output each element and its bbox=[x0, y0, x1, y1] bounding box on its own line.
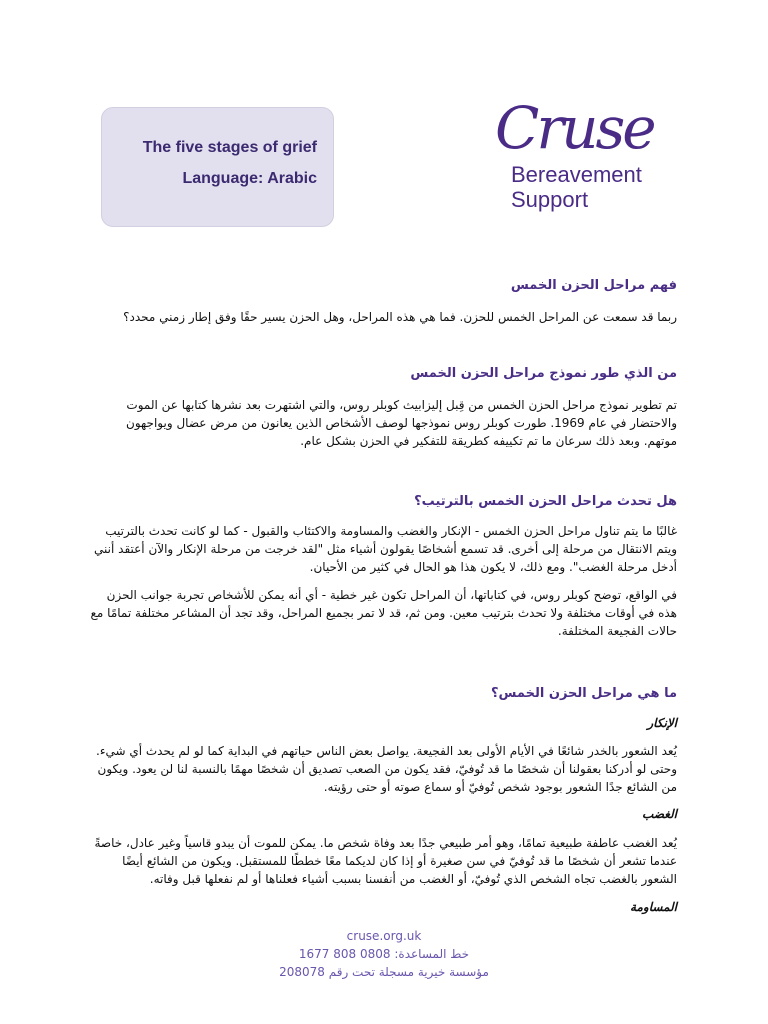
footer-charity-number: مؤسسة خيرية مسجلة تحت رقم 208078 bbox=[279, 965, 489, 979]
paragraph-order-1: غالبًا ما يتم تناول مراحل الحزن الخمس - الإنكار والغضب والمساومة والاكتئاب والقبول - كما لو كانت تحدث بالترتيب ويتم الانتقال من مرحلة إلى أخرى. قد تسمع أشخاصًا يقولون أشياء مثل "لقد خرجت من مرحلة الإنكار والآن أعتقد أنني أدخل مرحلة الغضب". ومع ذلك، لا يكون هذا هو الحال في كثير من الأحيان. bbox=[94, 524, 677, 574]
heading-understanding: فهم مراحل الحزن الخمس bbox=[510, 278, 677, 293]
footer-helpline: خط المساعدة: 0808 808 1677 bbox=[298, 947, 470, 961]
heading-origin: من الذي طور نموذج مراحل الحزن الخمس bbox=[410, 366, 677, 381]
logo-line-1: Bereavement bbox=[511, 162, 642, 187]
paragraph-anger: يُعد الغضب عاطفة طبيعية تمامًا، وهو أمر طبيعي جدًا بعد وفاة شخص ما. يمكن للموت أن يبدو قاسياً وغير عادل، خاصةً عندما تشعر أن شخصًا ما قد تُوفيّ في سن صغيرة أو إذا كان لديكما معًا خططًا للمستقبل. ويكون من الشائع أيضًا الشعور بالغضب تجاه الشخص الذي تُوفيّ، أو الغضب من أنفسنا بسبب أشياء فعلناها أو لم نفعلها قبل وفاته. bbox=[94, 836, 677, 886]
cruse-logo bbox=[495, 94, 725, 217]
logo-wordmark: Cruse bbox=[495, 94, 654, 162]
paragraph-origin: تم تطوير نموذج مراحل الحزن الخمس من قِبل إليزابيث كوبلر روس، والتي اشتهرت بعد نشرها كتابها عن الموت والاحتضار في عام 1969. طورت كوبلر روس نموذجها لوصف الأشخاص الذين يعانون من مرض عضال ويواجهون موتهم. وبعد ذلك سرعان ما تم تكييفه كطريقة للتفكير في الحزن بشكل عام. bbox=[126, 398, 677, 448]
subheading-bargaining: المساومة bbox=[630, 900, 677, 914]
footer-website[interactable]: cruse.org.uk bbox=[346, 929, 422, 943]
paragraph-understanding: ربما قد سمعت عن المراحل الخمس للحزن. فما هي هذه المراحل، وهل الحزن يسير حقًا وفق إطار زمني محدد؟ bbox=[123, 310, 677, 324]
document-language: Language: Arabic bbox=[182, 170, 317, 187]
document-title: The five stages of grief bbox=[142, 139, 317, 156]
logo-line-2: Support bbox=[511, 187, 589, 212]
paragraph-order-2: في الواقع، توضح كوبلر روس، في كتاباتها، أن المراحل تكون غير خطية - أي أنه يمكن للأشخاص تجربة جوانب الحزن هذه في أوقات مختلفة ولا تحدث بترتيب معين. ومن ثم، قد لا تمر بجميع المراحل، وقد تجد أن المشاعر مختلفة تمامًا مع حالات الفجيعة المختلفة. bbox=[90, 588, 677, 638]
heading-order: هل تحدث مراحل الحزن الخمس بالترتيب؟ bbox=[414, 494, 677, 509]
document-info-box bbox=[101, 107, 334, 227]
subheading-denial: الإنكار bbox=[647, 716, 677, 730]
paragraph-denial: يُعد الشعور بالخدر شائعًا في الأيام الأولى بعد الفجيعة. يواصل بعض الناس حياتهم في البداية كما لو لم يحدث أي شيء. وحتى لو أدركنا بعقولنا أن شخصًا ما قد تُوفيّ، فقد يكون من الصعب تصديق أن شخصًا مهمًا بالنسبة لنا لن يعود. ويكون من الشائع جدًا الشعور بوجود شخص تُوفيّ أو سماع صوته أو حتى رؤيته. bbox=[96, 744, 677, 794]
subheading-anger: الغضب bbox=[642, 807, 677, 821]
heading-stages: ما هي مراحل الحزن الخمس؟ bbox=[491, 686, 677, 701]
